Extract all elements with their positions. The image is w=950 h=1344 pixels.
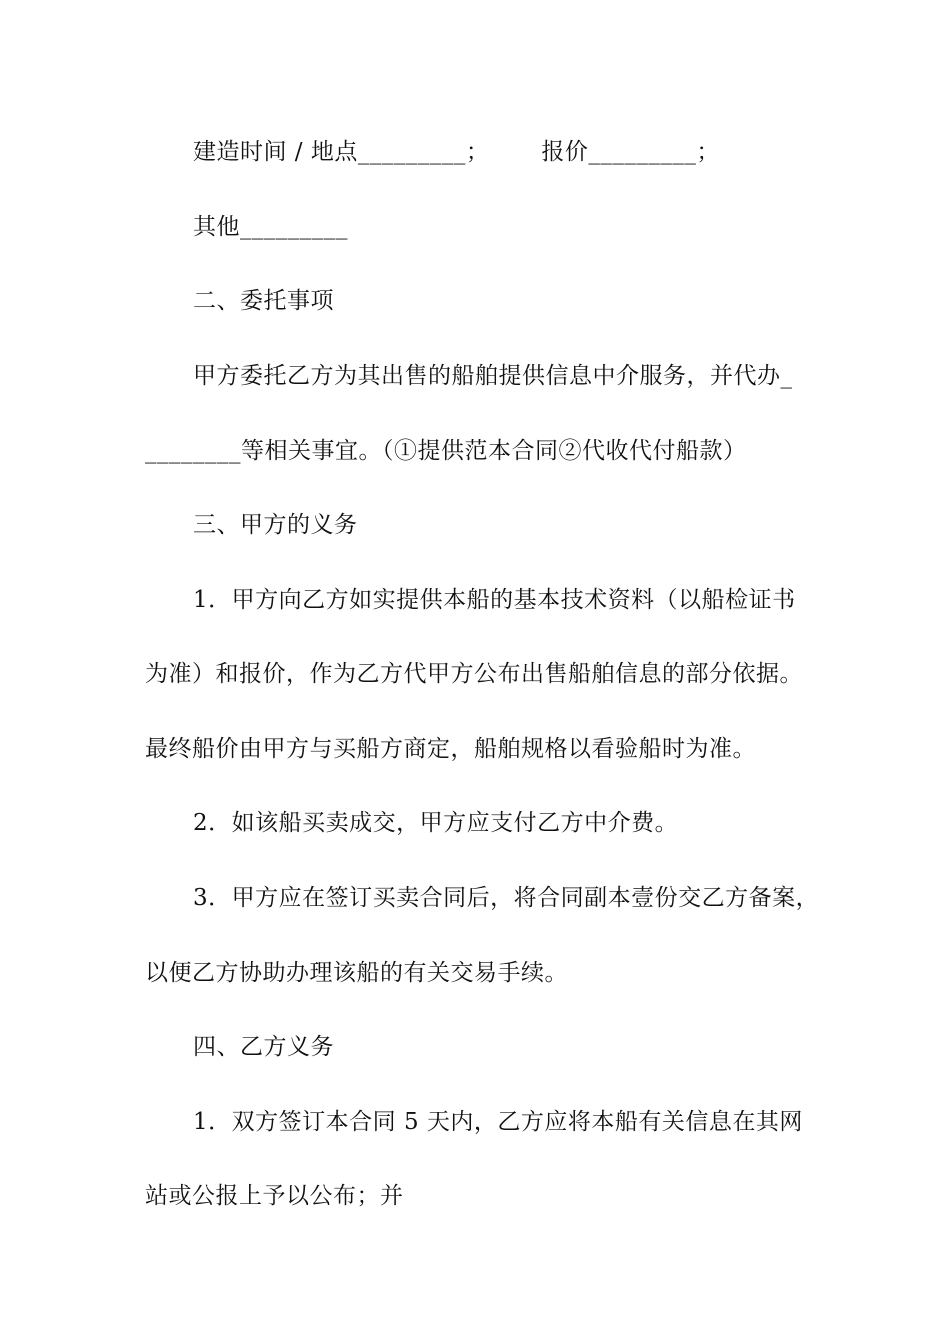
section-heading-party-b-duties: 四、乙方义务: [193, 1034, 334, 1060]
paragraph-line: 为准）和报价，作为乙方代甲方公布出售船舶信息的部分依据。: [145, 661, 803, 687]
paragraph-line: 1．甲方向乙方如实提供本船的基本技术资料（以船检证书: [193, 587, 796, 613]
section-heading-entrusted-matters: 二、委托事项: [193, 288, 334, 314]
paragraph-line: 3．甲方应在签订买卖合同后，将合同副本壹份交乙方备案，: [193, 885, 820, 911]
paragraph-line: 1．双方签订本合同 5 天内，乙方应将本船有关信息在其网: [193, 1109, 803, 1135]
paragraph-line: ________等相关事宜。（①提供范本合同②代收代付船款）: [145, 438, 747, 464]
section-heading-party-a-duties: 三、甲方的义务: [193, 512, 358, 538]
paragraph-line: 以便乙方协助办理该船的有关交易手续。: [145, 960, 568, 986]
build-time-place-field: 建造时间 / 地点_________；: [193, 139, 490, 165]
price-field: 报价_________；: [541, 139, 720, 165]
build-time-price-line: [193, 137, 873, 167]
paragraph-line: 甲方委托乙方为其出售的船舶提供信息中介服务，并代办_: [193, 363, 793, 389]
paragraph-line: 2．如该船买卖成交，甲方应支付乙方中介费。: [193, 810, 679, 836]
paragraph-line: 站或公报上予以公布；并: [145, 1183, 404, 1209]
other-field-line: 其他_________: [193, 214, 348, 240]
paragraph-line: 最终船价由甲方与买船方商定，船舶规格以看验船时为准。: [145, 736, 756, 762]
